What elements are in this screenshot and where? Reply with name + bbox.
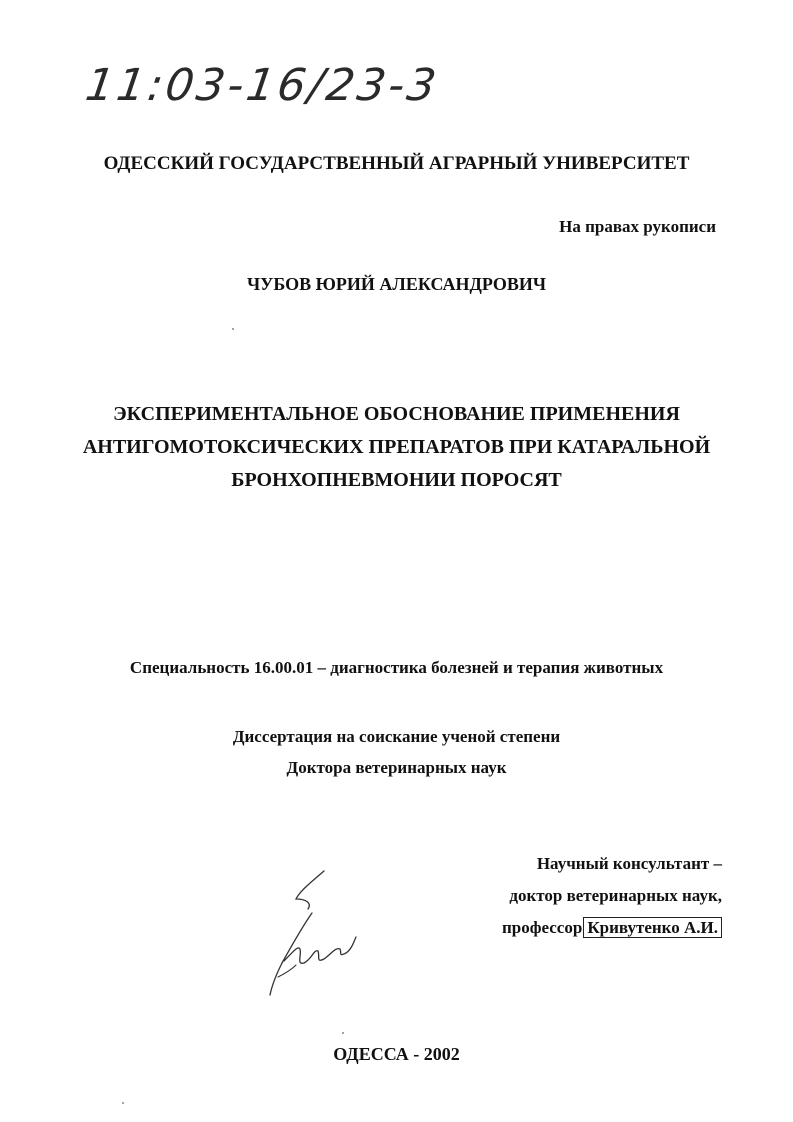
consultant-degree: доктор ветеринарных наук, (509, 886, 722, 905)
dissertation-title (0, 398, 793, 497)
university-name: ОДЕССКИЙ ГОСУДАРСТВЕННЫЙ АГРАРНЫЙ УНИВЕРСИТЕТ (103, 153, 690, 174)
consultant-title: профессор (502, 918, 583, 937)
scan-speck (122, 1102, 124, 1104)
consultant-name: Кривутенко А.И. (583, 917, 722, 938)
consultant-role: Научный консультант – (536, 854, 722, 873)
author-name: ЧУБОВ ЮРИЙ АЛЕКСАНДРОВИЧ (246, 274, 547, 294)
title-line: БРОНХОПНЕВМОНИИ ПОРОСЯТ (231, 469, 562, 491)
scan-speck (232, 328, 234, 330)
consultant-title-line (502, 912, 722, 944)
title-line: ЭКСПЕРИМЕНТАЛЬНОЕ ОБОСНОВАНИЕ ПРИМЕНЕНИЯ (113, 403, 680, 425)
consultant-block (502, 848, 722, 944)
handwritten-signature (262, 865, 362, 1005)
scan-speck (342, 1032, 344, 1034)
degree-statement (0, 721, 793, 783)
degree-line: Доктора ветеринарных наук (286, 758, 507, 777)
title-line: АНТИГОМОТОКСИЧЕСКИХ ПРЕПАРАТОВ ПРИ КАТАРАЛЬНОЙ (82, 436, 711, 458)
city-year: ОДЕССА - 2002 (333, 1044, 460, 1064)
archive-stamp: 11:03-16/23-3 (82, 60, 442, 111)
degree-line: Диссертация на соискание ученой степени (232, 727, 561, 746)
rights-note: На правах рукописи (559, 217, 716, 236)
specialty: Специальность 16.00.01 – диагностика болезней и терапия животных (129, 658, 664, 677)
